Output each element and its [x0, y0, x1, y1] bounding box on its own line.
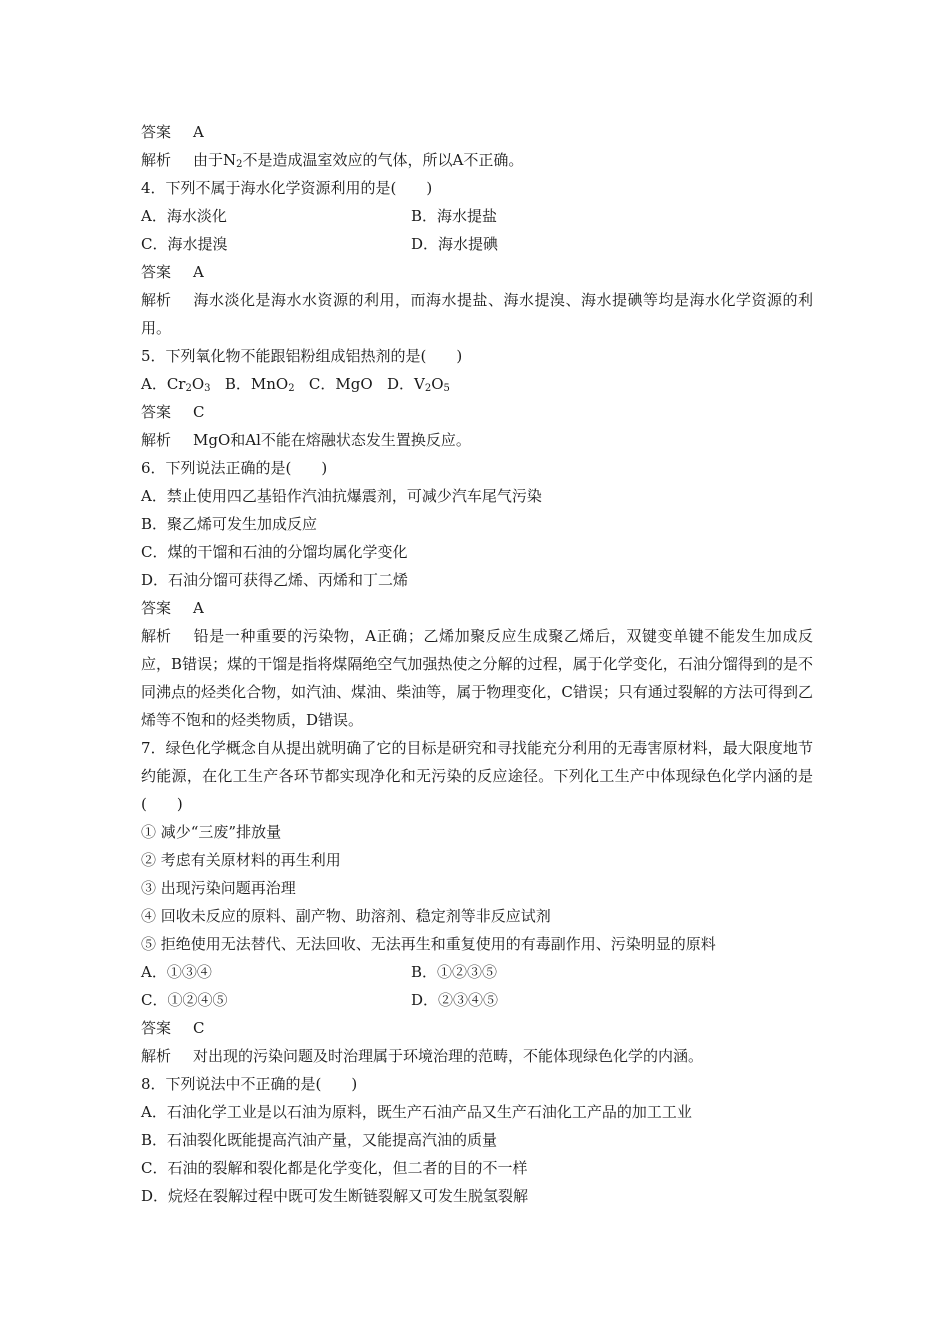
q7-option-d: D．②③④⑤ — [411, 991, 499, 1009]
q5-option-d: D．$V_2O_5$ — [386, 375, 450, 394]
q7-analysis: 解析 对出现的污染问题及时治理属于环境治理的范畴，不能体现绿色化学的内涵。 — [141, 1042, 813, 1070]
q4-option-a: A．海水淡化 — [141, 207, 227, 225]
q4-stem: 4．下列不属于海水化学资源利用的是( ) — [141, 179, 433, 197]
answer-tag: 答案 — [141, 599, 172, 617]
analysis-tag: 解析 — [141, 291, 172, 309]
q5-option-b: B．MnO$_2$ — [224, 375, 295, 394]
q7-item-4: ④ 回收未反应的原料、副产物、助溶剂、稳定剂等非反应试剂 — [141, 907, 551, 925]
q4-options-row-2 — [141, 230, 813, 258]
q5-answer — [141, 398, 813, 426]
q6-stem: 6．下列说法正确的是( ) — [141, 459, 328, 477]
q4-option-d: D．海水提碘 — [411, 235, 499, 253]
q6-option-c: C．煤的干馏和石油的分馏均属化学变化 — [141, 543, 408, 561]
q7-item-2: ② 考虑有关原材料的再生利用 — [141, 851, 341, 869]
q8-option-b: B．石油裂化既能提高汽油产量，又能提高汽油的质量 — [141, 1131, 498, 1149]
q5-option-a: A．$Cr_2O_3$ — [141, 375, 211, 394]
q5-options — [141, 370, 813, 398]
q4-options-row-1 — [141, 202, 813, 230]
answer-value: C — [193, 403, 205, 421]
answer-value: A — [193, 599, 204, 617]
q6-option-b: B．聚乙烯可发生加成反应 — [141, 515, 318, 533]
answer-value: C — [193, 1019, 205, 1037]
q7-item-3: ③ 出现污染问题再治理 — [141, 879, 296, 897]
q7-options-row-2 — [141, 986, 813, 1014]
q7-stem: 7．绿色化学概念自从提出就明确了它的目标是研究和寻找能充分利用的无毒害原材料，最大限度地节约能源，在化工生产各环节都实现净化和无污染的反应途径。下列化工生产中体现绿色化学内涵的是( ) — [141, 739, 813, 813]
q7-item-5: ⑤ 拒绝使用无法替代、无法回收、无法再生和重复使用的有毒副作用、污染明显的原料 — [141, 935, 716, 953]
q7-options-row-1 — [141, 958, 813, 986]
q6-analysis: 解析 铅是一种重要的污染物，A正确；乙烯加聚反应生成聚乙烯后，双键变单键不能发生加成反应，B错误；煤的干馏是指将煤隔绝空气加强热使之分解的过程，属于化学变化，石油分馏得到的是不同沸点的烃类化合物，如汽油、煤油、柴油等，属于物理变化，C错误；只有通过裂解的方法可得到乙烯等不饱和的烃类物质，D错误。 — [141, 622, 813, 734]
q5-analysis: 解析 MgO和Al不能在熔融状态发生置换反应。 — [141, 426, 813, 454]
answer-tag: 答案 — [141, 403, 172, 421]
answer-value: A — [193, 123, 204, 141]
q7-option-a: A．①③④ — [141, 963, 212, 981]
answer-tag: 答案 — [141, 263, 172, 281]
q8-option-a: A．石油化学工业是以石油为原料，既生产石油产品又生产石油化工产品的加工工业 — [141, 1103, 692, 1121]
q8-option-d: D．烷烃在裂解过程中既可发生断链裂解又可发生脱氢裂解 — [141, 1187, 529, 1205]
q4-option-b: B．海水提盐 — [411, 207, 498, 225]
q4-analysis: 解析 海水淡化是海水水资源的利用，而海水提盐、海水提溴、海水提碘等均是海水化学资源的利用。 — [141, 286, 813, 342]
q6-option-a: A．禁止使用四乙基铅作汽油抗爆震剂，可减少汽车尾气污染 — [141, 487, 542, 505]
q8-stem: 8．下列说法中不正确的是( ) — [141, 1075, 358, 1093]
q7-option-c: C．①②④⑤ — [141, 991, 228, 1009]
answer-tag: 答案 — [141, 1019, 172, 1037]
q3-analysis: 解析 由于$N_2$不是造成温室效应的气体，所以A不正确。 — [141, 146, 813, 174]
q7-answer — [141, 1014, 813, 1042]
analysis-tag: 解析 — [141, 1047, 172, 1065]
analysis-tag: 解析 — [141, 431, 172, 449]
answer-value: A — [193, 263, 204, 281]
q4-option-c: C．海水提溴 — [141, 235, 228, 253]
q8-option-c: C．石油的裂解和裂化都是化学变化，但二者的目的不一样 — [141, 1159, 528, 1177]
analysis-tag: 解析 — [141, 151, 172, 169]
q4-answer — [141, 258, 813, 286]
q5-option-c: C．MgO — [308, 375, 373, 393]
analysis-tag: 解析 — [141, 627, 172, 645]
answer-tag: 答案 — [141, 123, 172, 141]
q6-answer — [141, 594, 813, 622]
page-content — [141, 118, 813, 1210]
q7-option-b: B．①②③⑤ — [411, 963, 498, 981]
q5-stem: 5．下列氧化物不能跟铝粉组成铝热剂的是( ) — [141, 347, 463, 365]
q6-option-d: D．石油分馏可获得乙烯、丙烯和丁二烯 — [141, 571, 409, 589]
q7-item-1: ① 减少“三废”排放量 — [141, 823, 282, 841]
q3-answer — [141, 118, 813, 146]
